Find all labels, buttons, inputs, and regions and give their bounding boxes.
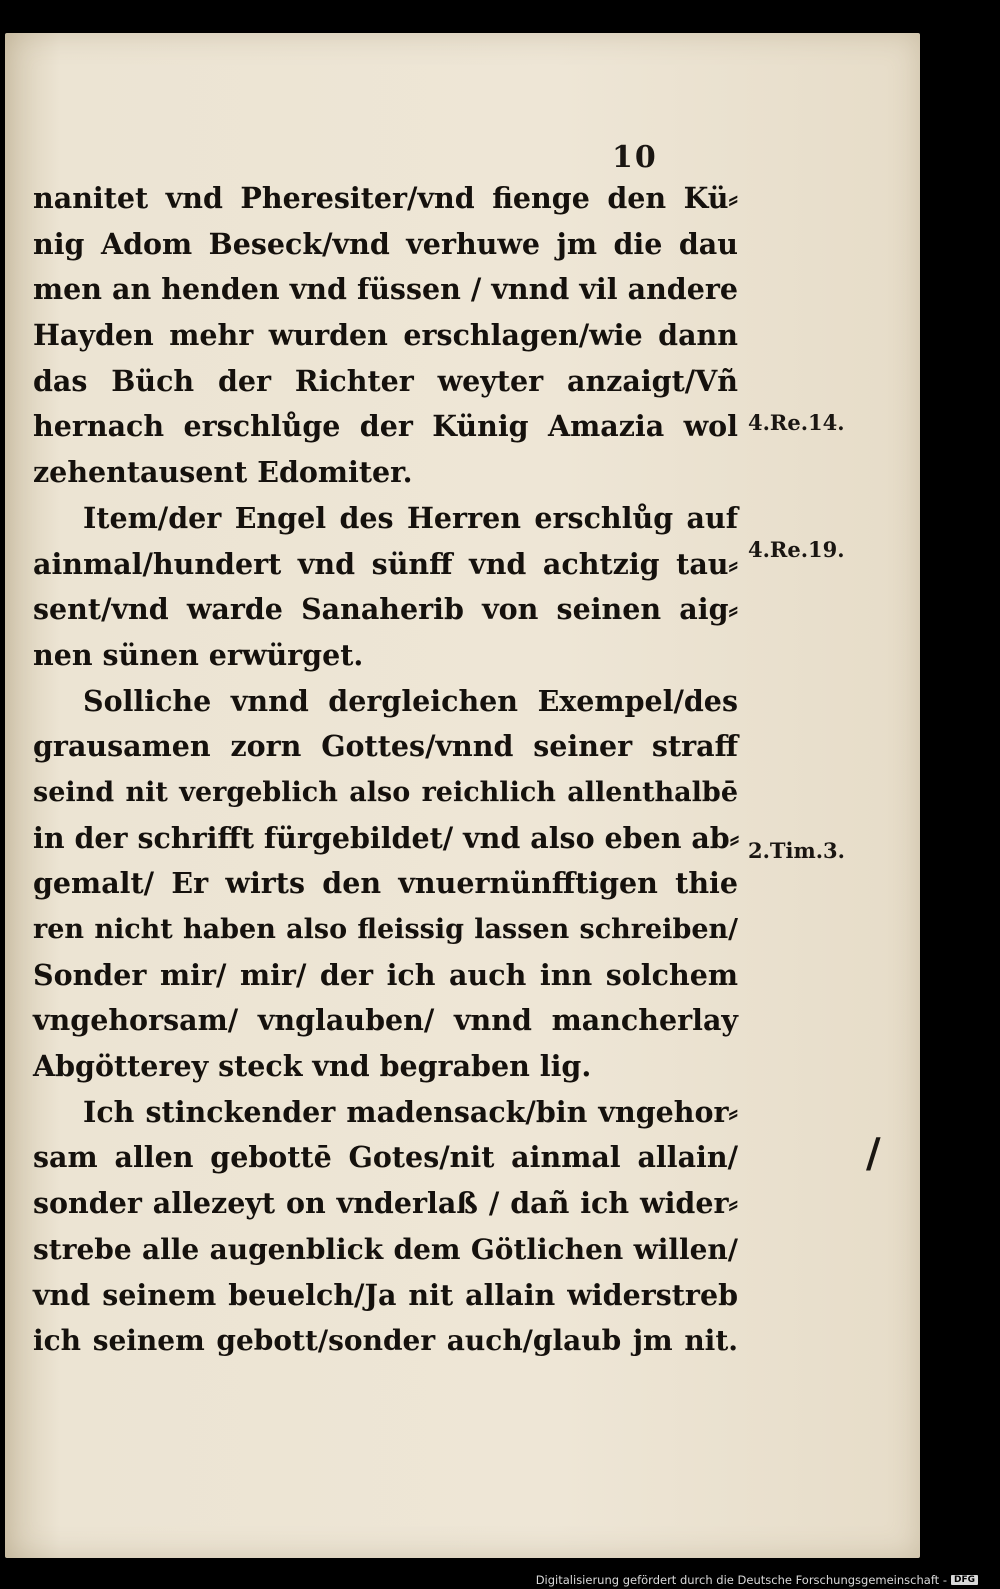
dfg-logo: DFG: [951, 1575, 978, 1585]
text-line: Solliche vnnd dergleichen Exempel/des: [83, 683, 738, 718]
text-line: Ich stinckender madensack/bin vngehor⸗: [83, 1094, 738, 1129]
text-line: hernach erschlůge der Künig Amazia wol: [33, 409, 738, 444]
text-line: Abgötterey steck vnd begraben lig.: [33, 1049, 592, 1084]
digitization-credit: [536, 1573, 978, 1587]
text-line: Sonder mir/ mir/ der ich auch inn solchem: [33, 957, 738, 992]
text-line: grausamen zorn Gottes/vnnd seiner straff: [33, 729, 738, 764]
text-line: sent/vnd warde Sanaherib von seinen aig⸗: [33, 592, 738, 627]
margin-note-reference: 2.Tim.3.: [748, 838, 845, 863]
text-line: ich seinem gebott/sonder auch/glaub jm nit.: [33, 1324, 738, 1358]
text-line: seind nit vergeblich also reichlich allenthalbē: [33, 776, 738, 808]
text-line: vngehorsam/ vnglauben/ vnnd mancherlay: [33, 1003, 738, 1038]
footer-text: Digitalisierung gefördert durch die Deutsche Forschungsgemeinschaft -: [535, 1573, 947, 1587]
text-line: strebe alle augenblick dem Götlichen willen/: [33, 1232, 738, 1266]
text-line: in der schrifft fürgebildet/ vnd also eben ab⸗: [33, 820, 740, 855]
text-line: Item/der Engel des Herren erschlůg auf: [83, 500, 738, 535]
text-line: sonder allezeyt on vnderlaß / dañ ich wider⸗: [33, 1186, 738, 1221]
text-line: das Büch der Richter weyter anzaigt/Vñ: [33, 363, 738, 398]
text-line: gemalt/ Er wirts den vnuernünfftigen thie: [33, 866, 738, 901]
page-number: 10: [612, 140, 658, 175]
margin-mark: /: [866, 1130, 881, 1177]
text-line: sam allen gebottē Gotes/nit ainmal allain/: [33, 1140, 738, 1175]
text-line: ainmal/hundert vnd sünff vnd achtzig tau⸗: [33, 546, 738, 581]
text-line: nanitet vnd Pheresiter/vnd fienge den Kü⸗: [33, 181, 738, 215]
text-line: zehentausent Edomiter.: [33, 455, 413, 490]
body-text: [33, 176, 738, 1364]
text-line: nig Adom Beseck/vnd verhuwe jm die dau: [33, 226, 738, 261]
text-line: ren nicht haben also fleissig lassen schreiben/: [33, 914, 738, 945]
margin-note-reference: 4.Re.14.: [748, 410, 845, 435]
text-line: Hayden mehr wurden erschlagen/wie dann: [33, 318, 738, 353]
margin-note-reference: 4.Re.19.: [748, 537, 845, 562]
text-line: vnd seinem beuelch/Ja nit allain widerstreb: [33, 1277, 738, 1312]
text-line: men an henden vnd füssen / vnnd vil andere: [33, 272, 738, 307]
text-line: nen sünen erwürget.: [33, 637, 364, 672]
